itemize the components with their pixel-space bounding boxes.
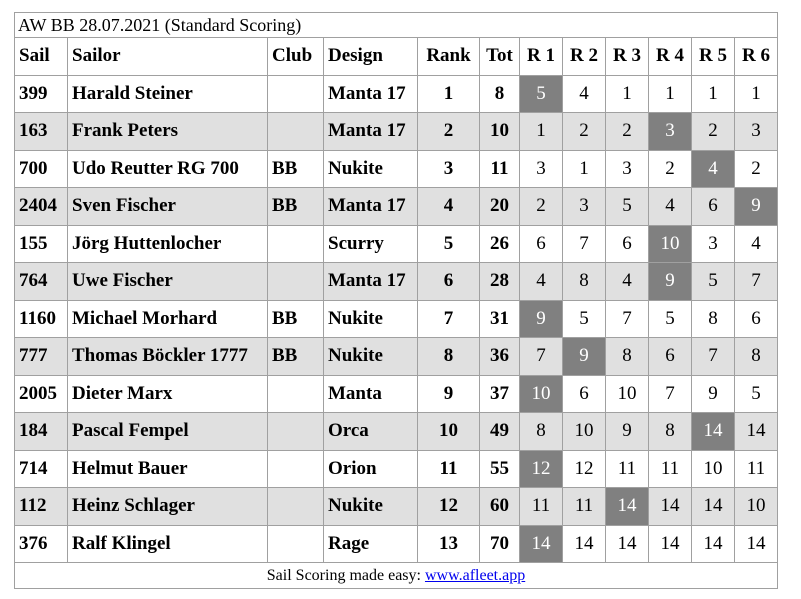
race-score: 14 (735, 413, 778, 451)
total-cell: 36 (480, 338, 520, 376)
header-rank: Rank (418, 38, 480, 76)
race-score: 10 (606, 375, 649, 413)
race-score: 2 (692, 113, 735, 151)
race-score: 6 (692, 188, 735, 226)
sail-cell: 777 (15, 338, 68, 376)
table-row (15, 75, 778, 113)
design-cell: Orion (324, 450, 418, 488)
total-cell: 20 (480, 188, 520, 226)
sailor-cell: Dieter Marx (68, 375, 268, 413)
sail-cell: 1160 (15, 300, 68, 338)
total-cell: 8 (480, 75, 520, 113)
table-row (15, 188, 778, 226)
header-sailor: Sailor (68, 38, 268, 76)
race-score: 9 (692, 375, 735, 413)
club-cell (268, 263, 324, 301)
race-score: 1 (649, 75, 692, 113)
table-row (15, 375, 778, 413)
race-score: 5 (649, 300, 692, 338)
header-r1: R 1 (520, 38, 563, 76)
race-score: 11 (649, 450, 692, 488)
table-row (15, 413, 778, 451)
race-score: 4 (649, 188, 692, 226)
footer-text: Sail Scoring made easy: (266, 566, 425, 584)
race-score: 14 (563, 525, 606, 563)
race-score-discarded: 9 (563, 338, 606, 376)
race-score: 8 (649, 413, 692, 451)
rank-cell: 2 (418, 113, 480, 151)
sailor-cell: Heinz Schlager (68, 488, 268, 526)
race-score: 4 (735, 225, 778, 263)
design-cell: Nukite (324, 150, 418, 188)
race-score: 8 (692, 300, 735, 338)
race-score: 10 (735, 488, 778, 526)
results-table (14, 12, 778, 589)
race-score-discarded: 14 (692, 413, 735, 451)
club-cell (268, 75, 324, 113)
total-cell: 28 (480, 263, 520, 301)
race-score: 10 (563, 413, 606, 451)
header-club: Club (268, 38, 324, 76)
design-cell: Manta 17 (324, 188, 418, 226)
header-tot: Tot (480, 38, 520, 76)
design-cell: Nukite (324, 338, 418, 376)
rank-cell: 13 (418, 525, 480, 563)
total-cell: 49 (480, 413, 520, 451)
race-score-discarded: 10 (520, 375, 563, 413)
club-cell (268, 225, 324, 263)
race-score: 1 (692, 75, 735, 113)
sail-cell: 155 (15, 225, 68, 263)
race-score: 14 (692, 488, 735, 526)
race-score: 6 (563, 375, 606, 413)
club-cell (268, 450, 324, 488)
header-design: Design (324, 38, 418, 76)
total-cell: 26 (480, 225, 520, 263)
race-score: 1 (735, 75, 778, 113)
race-score-discarded: 12 (520, 450, 563, 488)
results-body (15, 75, 778, 563)
header-row (15, 38, 778, 76)
header-r2: R 2 (563, 38, 606, 76)
race-score: 2 (606, 113, 649, 151)
race-score-discarded: 4 (692, 150, 735, 188)
race-score: 3 (563, 188, 606, 226)
total-cell: 11 (480, 150, 520, 188)
table-row (15, 450, 778, 488)
header-r4: R 4 (649, 38, 692, 76)
race-score: 10 (692, 450, 735, 488)
sailor-cell: Ralf Klingel (68, 525, 268, 563)
race-score: 8 (520, 413, 563, 451)
rank-cell: 3 (418, 150, 480, 188)
race-score: 2 (563, 113, 606, 151)
sail-cell: 184 (15, 413, 68, 451)
sailor-cell: Frank Peters (68, 113, 268, 151)
rank-cell: 8 (418, 338, 480, 376)
table-row (15, 150, 778, 188)
design-cell: Nukite (324, 488, 418, 526)
race-score: 11 (520, 488, 563, 526)
race-score: 6 (606, 225, 649, 263)
sail-cell: 112 (15, 488, 68, 526)
results-container (14, 12, 777, 589)
rank-cell: 9 (418, 375, 480, 413)
total-cell: 31 (480, 300, 520, 338)
race-score-discarded: 10 (649, 225, 692, 263)
sail-cell: 376 (15, 525, 68, 563)
rank-cell: 10 (418, 413, 480, 451)
race-score-discarded: 9 (649, 263, 692, 301)
design-cell: Manta (324, 375, 418, 413)
sail-cell: 2005 (15, 375, 68, 413)
race-score: 7 (649, 375, 692, 413)
club-cell (268, 375, 324, 413)
race-score: 5 (735, 375, 778, 413)
race-score-discarded: 5 (520, 75, 563, 113)
sail-cell: 764 (15, 263, 68, 301)
race-score: 6 (649, 338, 692, 376)
race-score: 7 (735, 263, 778, 301)
table-row (15, 263, 778, 301)
race-score: 11 (735, 450, 778, 488)
sailor-cell: Michael Morhard (68, 300, 268, 338)
race-score: 5 (563, 300, 606, 338)
sail-cell: 399 (15, 75, 68, 113)
race-score-discarded: 14 (606, 488, 649, 526)
race-score: 2 (735, 150, 778, 188)
total-cell: 55 (480, 450, 520, 488)
sailor-cell: Sven Fischer (68, 188, 268, 226)
table-row (15, 300, 778, 338)
race-score: 14 (649, 525, 692, 563)
total-cell: 70 (480, 525, 520, 563)
race-score: 3 (735, 113, 778, 151)
race-score: 4 (606, 263, 649, 301)
race-score-discarded: 14 (520, 525, 563, 563)
race-score: 4 (520, 263, 563, 301)
total-cell: 10 (480, 113, 520, 151)
race-score: 2 (520, 188, 563, 226)
header-r6: R 6 (735, 38, 778, 76)
table-row (15, 113, 778, 151)
race-score: 14 (606, 525, 649, 563)
race-score: 14 (649, 488, 692, 526)
rank-cell: 7 (418, 300, 480, 338)
table-row (15, 338, 778, 376)
club-cell (268, 113, 324, 151)
sailor-cell: Uwe Fischer (68, 263, 268, 301)
design-cell: Manta 17 (324, 75, 418, 113)
race-score: 1 (563, 150, 606, 188)
sail-cell: 2404 (15, 188, 68, 226)
design-cell: Scurry (324, 225, 418, 263)
rank-cell: 11 (418, 450, 480, 488)
design-cell: Manta 17 (324, 113, 418, 151)
table-caption: AW BB 28.07.2021 (Standard Scoring) (15, 13, 778, 38)
table-row (15, 525, 778, 563)
table-row (15, 225, 778, 263)
header-sail: Sail (15, 38, 68, 76)
footer-row (15, 563, 778, 589)
race-score: 9 (606, 413, 649, 451)
club-cell: BB (268, 300, 324, 338)
sailor-cell: Jörg Huttenlocher (68, 225, 268, 263)
sailor-cell: Pascal Fempel (68, 413, 268, 451)
race-score: 14 (735, 525, 778, 563)
club-cell: BB (268, 188, 324, 226)
rank-cell: 5 (418, 225, 480, 263)
footer-cell (15, 563, 778, 589)
race-score: 5 (692, 263, 735, 301)
race-score: 8 (563, 263, 606, 301)
rank-cell: 4 (418, 188, 480, 226)
sailor-cell: Udo Reutter RG 700 (68, 150, 268, 188)
race-score: 11 (606, 450, 649, 488)
header-r5: R 5 (692, 38, 735, 76)
afleet-link[interactable]: www.afleet.app (424, 566, 526, 584)
club-cell (268, 488, 324, 526)
sail-cell: 714 (15, 450, 68, 488)
sailor-cell: Harald Steiner (68, 75, 268, 113)
club-cell: BB (268, 338, 324, 376)
race-score: 7 (692, 338, 735, 376)
design-cell: Rage (324, 525, 418, 563)
race-score: 8 (735, 338, 778, 376)
race-score: 7 (563, 225, 606, 263)
race-score: 5 (606, 188, 649, 226)
race-score: 3 (520, 150, 563, 188)
design-cell: Manta 17 (324, 263, 418, 301)
club-cell (268, 525, 324, 563)
race-score: 8 (606, 338, 649, 376)
rank-cell: 12 (418, 488, 480, 526)
race-score: 3 (606, 150, 649, 188)
club-cell (268, 413, 324, 451)
race-score: 1 (606, 75, 649, 113)
race-score: 6 (735, 300, 778, 338)
total-cell: 37 (480, 375, 520, 413)
total-cell: 60 (480, 488, 520, 526)
race-score: 11 (563, 488, 606, 526)
race-score: 7 (606, 300, 649, 338)
sail-cell: 700 (15, 150, 68, 188)
race-score-discarded: 3 (649, 113, 692, 151)
sailor-cell: Helmut Bauer (68, 450, 268, 488)
race-score-discarded: 9 (735, 188, 778, 226)
header-r3: R 3 (606, 38, 649, 76)
sail-cell: 163 (15, 113, 68, 151)
race-score: 2 (649, 150, 692, 188)
race-score: 14 (692, 525, 735, 563)
race-score: 4 (563, 75, 606, 113)
rank-cell: 1 (418, 75, 480, 113)
table-row (15, 488, 778, 526)
race-score-discarded: 9 (520, 300, 563, 338)
design-cell: Nukite (324, 300, 418, 338)
race-score: 7 (520, 338, 563, 376)
race-score: 1 (520, 113, 563, 151)
race-score: 6 (520, 225, 563, 263)
sailor-cell: Thomas Böckler 1777 (68, 338, 268, 376)
club-cell: BB (268, 150, 324, 188)
race-score: 3 (692, 225, 735, 263)
race-score: 12 (563, 450, 606, 488)
rank-cell: 6 (418, 263, 480, 301)
caption-row (15, 13, 778, 38)
design-cell: Orca (324, 413, 418, 451)
